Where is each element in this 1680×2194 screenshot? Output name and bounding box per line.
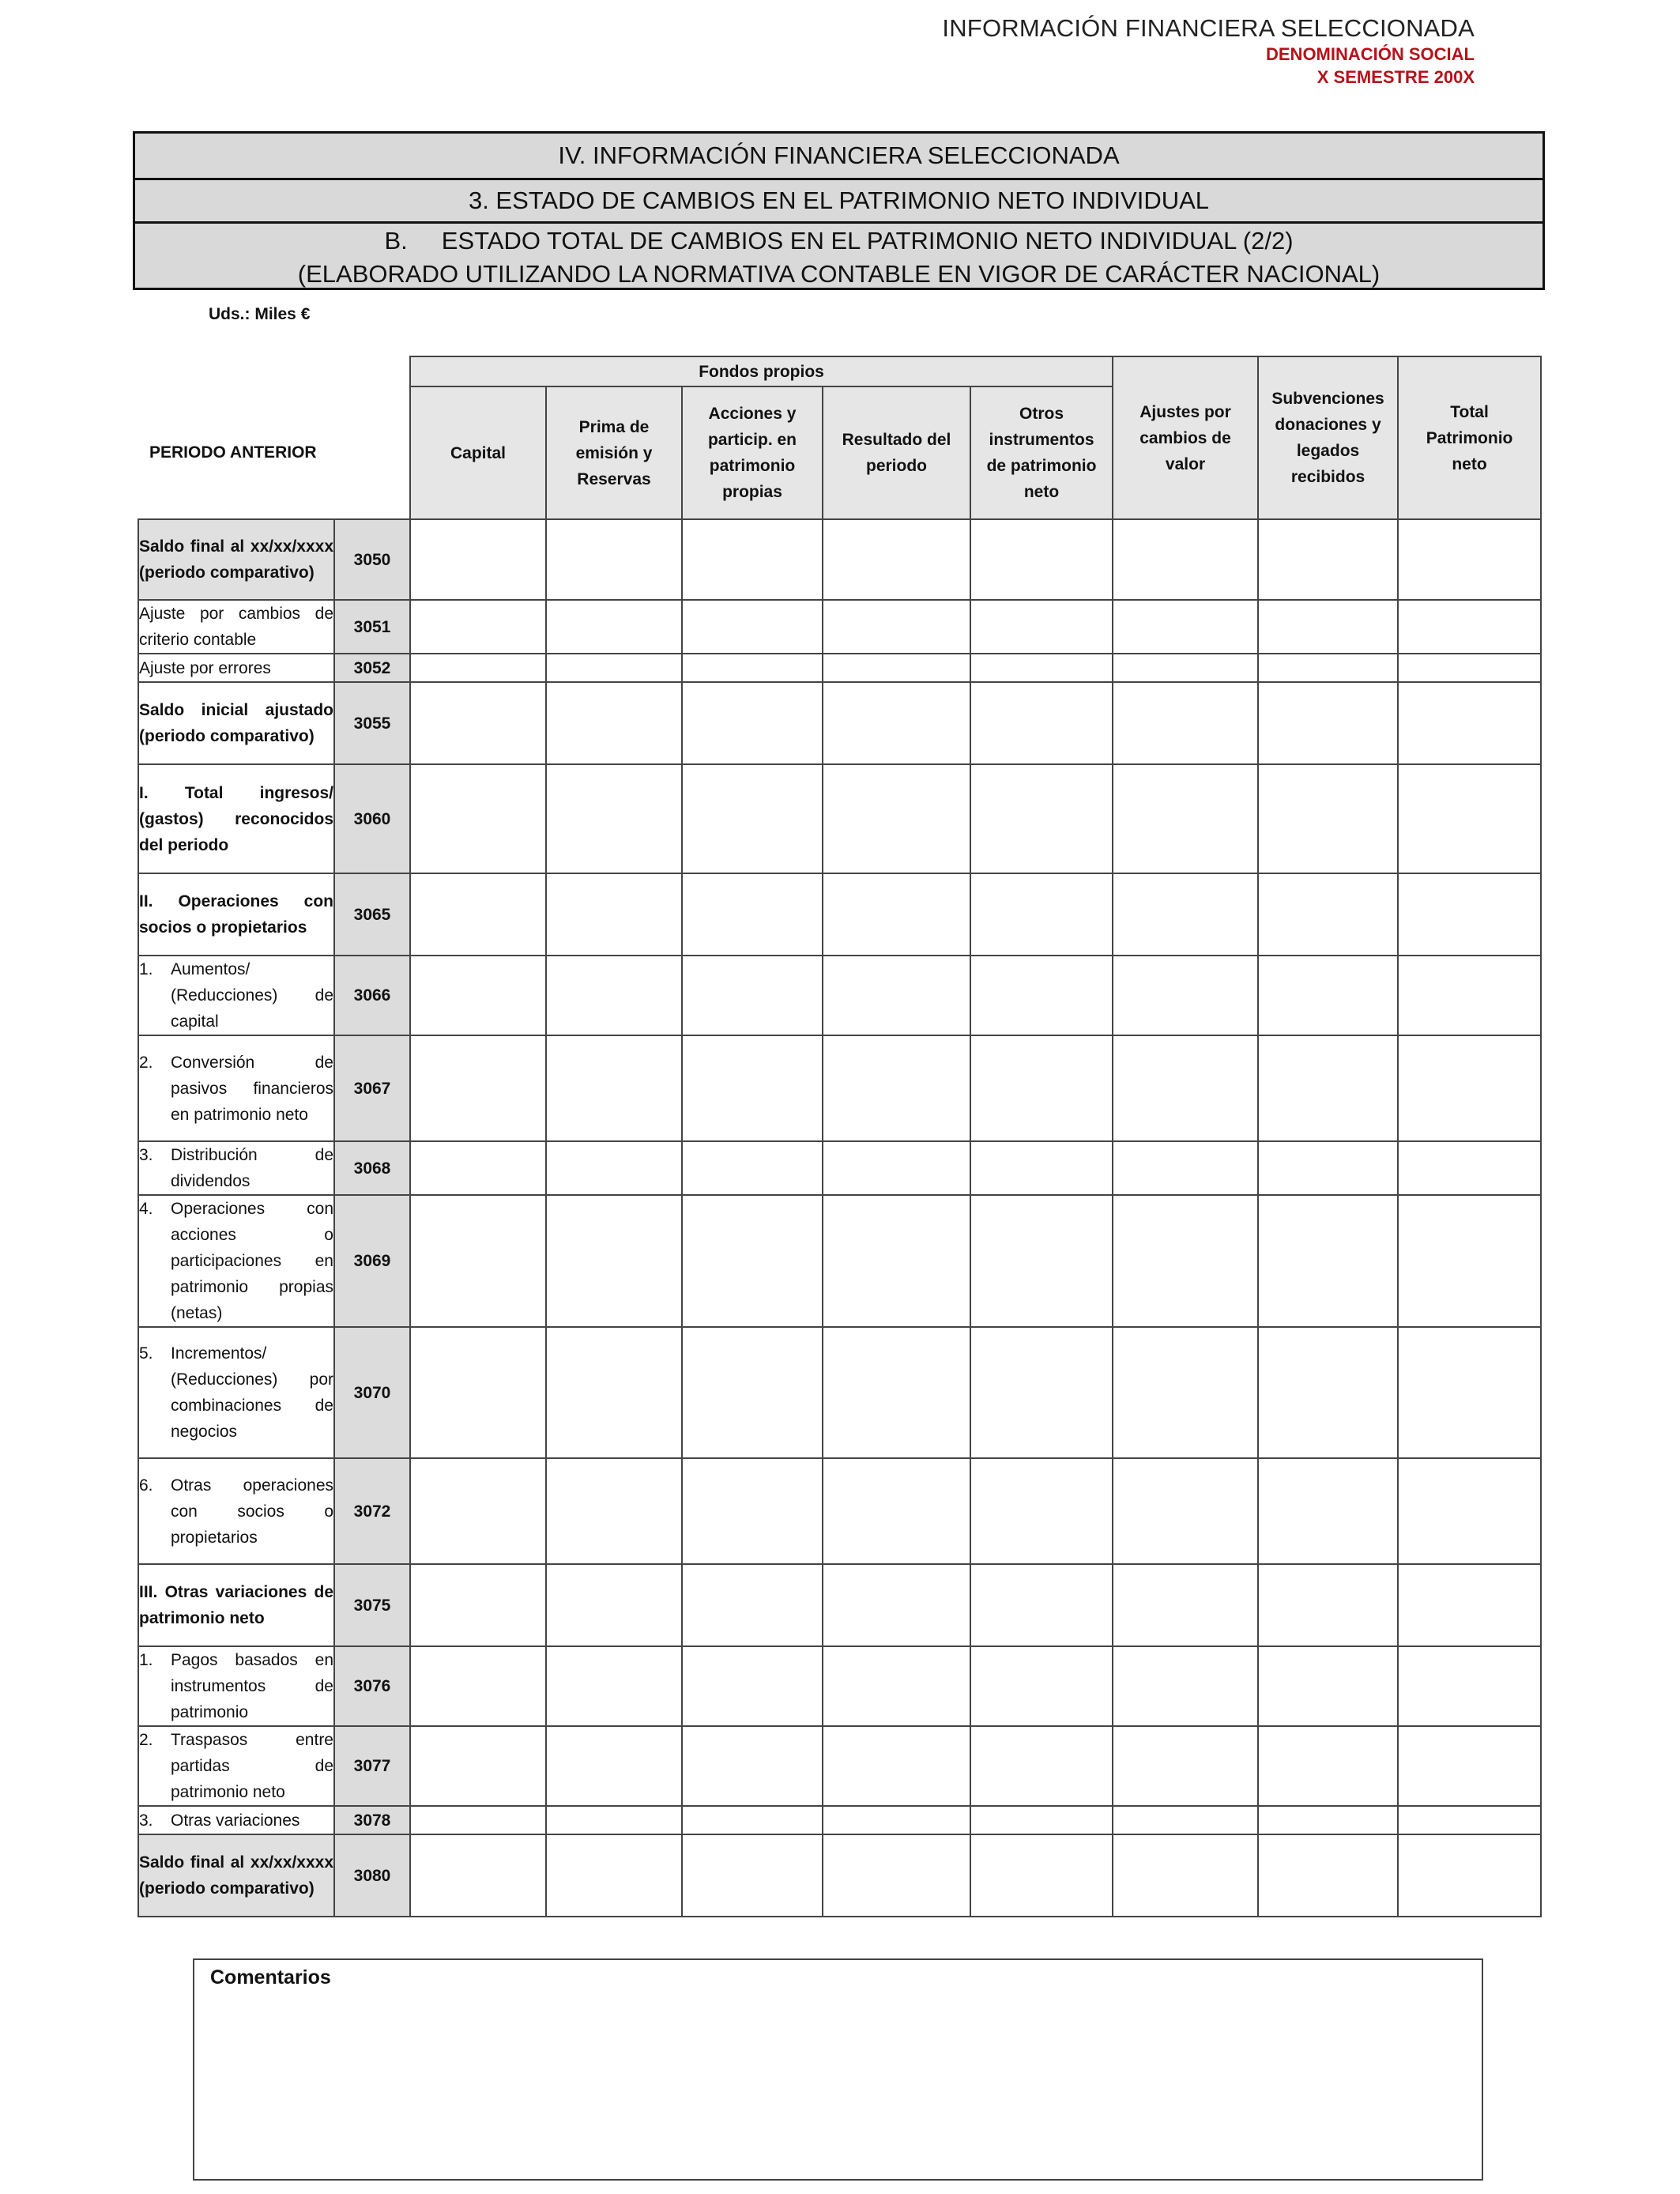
statement-subtitle-line2: (ELABORADO UTILIZANDO LA NORMATIVA CONTABLE EN VIGOR DE CARÁCTER NACIONAL) (297, 260, 1381, 288)
value-cell[interactable] (546, 519, 682, 600)
comments-label: Comentarios (210, 1966, 331, 1989)
value-cell[interactable] (1113, 1834, 1258, 1917)
row-label-text: Otras variaciones (171, 1811, 300, 1830)
value-cell[interactable] (682, 1327, 823, 1458)
value-cell[interactable] (1113, 519, 1258, 600)
value-cell[interactable] (970, 682, 1113, 764)
value-cell[interactable] (1113, 1646, 1258, 1726)
value-cell[interactable] (823, 873, 970, 956)
col-header-otros-instrumentos: Otros instrumentos de patrimonio neto (970, 386, 1113, 519)
value-cell[interactable] (1258, 1195, 1398, 1327)
row-code: 3077 (334, 1726, 410, 1806)
value-cell[interactable] (1113, 1458, 1258, 1564)
value-cell[interactable] (546, 1564, 682, 1646)
value-cell[interactable] (410, 519, 546, 600)
table-row (138, 654, 1541, 682)
row-label-text: Traspasos entre partidas de patrimonio neto (171, 1731, 333, 1801)
value-cell[interactable] (410, 654, 546, 682)
row-number: 4. (139, 1200, 153, 1218)
value-cell[interactable] (546, 1806, 682, 1834)
col-header-resultado: Resultado del periodo (823, 386, 970, 519)
value-cell[interactable] (1258, 1458, 1398, 1564)
value-cell[interactable] (970, 1646, 1113, 1726)
value-cell[interactable] (823, 1806, 970, 1834)
value-cell[interactable] (546, 764, 682, 873)
value-cell[interactable] (682, 600, 823, 654)
value-cell[interactable] (1113, 600, 1258, 654)
value-cell[interactable] (823, 1726, 970, 1806)
value-cell[interactable] (682, 873, 823, 956)
value-cell[interactable] (546, 1327, 682, 1458)
document-title: INFORMACIÓN FINANCIERA SELECCIONADA (942, 14, 1475, 42)
value-cell[interactable] (546, 1035, 682, 1141)
table-row (138, 1458, 1541, 1564)
value-cell[interactable] (1258, 600, 1398, 654)
value-cell[interactable] (970, 1141, 1113, 1195)
value-cell[interactable] (1398, 600, 1541, 654)
value-cell[interactable] (1258, 764, 1398, 873)
value-cell[interactable] (970, 1726, 1113, 1806)
row-code: 3072 (334, 1458, 410, 1564)
col-header-prima: Prima de emisión y Reservas (546, 386, 682, 519)
value-cell[interactable] (823, 600, 970, 654)
col-header-capital: Capital (410, 386, 546, 519)
value-cell[interactable] (970, 1035, 1113, 1141)
row-code: 3080 (334, 1834, 410, 1917)
statement-subtitle (135, 223, 1543, 291)
table-row (138, 1726, 1541, 1806)
value-cell[interactable] (1258, 956, 1398, 1035)
value-cell[interactable] (1398, 1035, 1541, 1141)
value-cell[interactable] (823, 1646, 970, 1726)
row-number: 2. (139, 1053, 153, 1072)
value-cell[interactable] (1398, 654, 1541, 682)
value-cell[interactable] (1113, 1327, 1258, 1458)
row-label-text: Pagos basados en instrumentos de patrimonio (171, 1651, 333, 1721)
company-name: DENOMINACIÓN SOCIAL (1266, 44, 1475, 64)
row-label: III. Otras variaciones de patrimonio neto (138, 1564, 334, 1646)
row-number: 1. (139, 1651, 153, 1669)
value-cell[interactable] (682, 764, 823, 873)
table-row (138, 1035, 1541, 1141)
value-cell[interactable] (823, 956, 970, 1035)
row-code: 3051 (334, 600, 410, 654)
value-cell[interactable] (546, 1834, 682, 1917)
value-cell[interactable] (1398, 1726, 1541, 1806)
value-cell[interactable] (1258, 654, 1398, 682)
table-row (138, 1806, 1541, 1834)
value-cell[interactable] (823, 1327, 970, 1458)
value-cell[interactable] (1398, 1458, 1541, 1564)
value-cell[interactable] (682, 1141, 823, 1195)
value-cell[interactable] (682, 1458, 823, 1564)
value-cell[interactable] (970, 654, 1113, 682)
value-cell[interactable] (1398, 519, 1541, 600)
statement-title: 3. ESTADO DE CAMBIOS EN EL PATRIMONIO NETO INDIVIDUAL (135, 180, 1543, 224)
table-row (138, 1834, 1541, 1917)
value-cell[interactable] (1258, 1141, 1398, 1195)
value-cell[interactable] (546, 682, 682, 764)
value-cell[interactable] (546, 1726, 682, 1806)
value-cell[interactable] (682, 956, 823, 1035)
value-cell[interactable] (410, 1327, 546, 1458)
value-cell[interactable] (823, 682, 970, 764)
value-cell[interactable] (546, 1646, 682, 1726)
value-cell[interactable] (410, 1806, 546, 1834)
value-cell[interactable] (1258, 873, 1398, 956)
value-cell[interactable] (1258, 1035, 1398, 1141)
period-label: PERIODO ANTERIOR (138, 386, 410, 519)
value-cell[interactable] (1398, 764, 1541, 873)
row-label: I. Total ingresos/ (gastos) reconocidos del periodo (138, 764, 334, 873)
col-header-total: Total Patrimonio neto (1398, 356, 1541, 519)
row-code: 3067 (334, 1035, 410, 1141)
value-cell[interactable] (1258, 1646, 1398, 1726)
value-cell[interactable] (1258, 519, 1398, 600)
row-label (138, 1195, 334, 1327)
row-code: 3066 (334, 956, 410, 1035)
value-cell[interactable] (1258, 1806, 1398, 1834)
row-label (138, 1726, 334, 1806)
table-row (138, 1195, 1541, 1327)
value-cell[interactable] (1258, 1327, 1398, 1458)
value-cell[interactable] (1113, 956, 1258, 1035)
value-cell[interactable] (1113, 1564, 1258, 1646)
row-label: Ajuste por cambios de criterio contable (138, 600, 334, 654)
row-label (138, 1141, 334, 1195)
row-label-text: Otras operaciones con socios o propietarios (171, 1476, 333, 1547)
value-cell[interactable] (1398, 682, 1541, 764)
value-cell[interactable] (410, 1458, 546, 1564)
row-label: Ajuste por errores (138, 654, 334, 682)
row-number: 5. (139, 1344, 153, 1363)
value-cell[interactable] (1113, 873, 1258, 956)
row-label (138, 1327, 334, 1458)
section-title-box (133, 131, 1545, 290)
report-period: X SEMESTRE 200X (1317, 67, 1475, 87)
row-code: 3078 (334, 1806, 410, 1834)
table-row (138, 764, 1541, 873)
value-cell[interactable] (410, 1141, 546, 1195)
value-cell[interactable] (823, 654, 970, 682)
value-cell[interactable] (546, 1141, 682, 1195)
value-cell[interactable] (546, 956, 682, 1035)
value-cell[interactable] (546, 873, 682, 956)
row-code: 3070 (334, 1327, 410, 1458)
table-row (138, 1141, 1541, 1195)
value-cell[interactable] (1398, 1646, 1541, 1726)
units-label: Uds.: Miles € (209, 305, 311, 323)
row-code: 3069 (334, 1195, 410, 1327)
value-cell[interactable] (1113, 1195, 1258, 1327)
row-number: 3. (139, 1811, 153, 1830)
value-cell[interactable] (823, 1141, 970, 1195)
value-cell[interactable] (1398, 1195, 1541, 1327)
row-code: 3076 (334, 1646, 410, 1726)
value-cell[interactable] (1398, 1834, 1541, 1917)
value-cell[interactable] (1398, 956, 1541, 1035)
value-cell[interactable] (970, 1806, 1113, 1834)
value-cell[interactable] (970, 519, 1113, 600)
value-cell[interactable] (1113, 1726, 1258, 1806)
value-cell[interactable] (823, 764, 970, 873)
value-cell[interactable] (682, 1035, 823, 1141)
value-cell[interactable] (1258, 682, 1398, 764)
value-cell[interactable] (682, 1564, 823, 1646)
value-cell[interactable] (410, 1726, 546, 1806)
value-cell[interactable] (1398, 1564, 1541, 1646)
row-label: Saldo final al xx/xx/xxxx (periodo comparativo) (138, 519, 334, 600)
value-cell[interactable] (970, 956, 1113, 1035)
value-cell[interactable] (1398, 1327, 1541, 1458)
value-cell[interactable] (1113, 654, 1258, 682)
value-cell[interactable] (682, 654, 823, 682)
value-cell[interactable] (410, 682, 546, 764)
value-cell[interactable] (546, 600, 682, 654)
value-cell[interactable] (970, 1834, 1113, 1917)
row-label (138, 1458, 334, 1564)
value-cell[interactable] (1398, 1141, 1541, 1195)
value-cell[interactable] (410, 1035, 546, 1141)
row-code: 3050 (334, 519, 410, 600)
row-label-text: Operaciones con acciones o participaciones en patrimonio propias (netas) (171, 1200, 333, 1322)
row-label: Saldo final al xx/xx/xxxx (periodo comparativo) (138, 1834, 334, 1917)
value-cell[interactable] (970, 1327, 1113, 1458)
value-cell[interactable] (823, 1035, 970, 1141)
row-label (138, 1035, 334, 1141)
value-cell[interactable] (682, 1646, 823, 1726)
row-code: 3068 (334, 1141, 410, 1195)
value-cell[interactable] (410, 600, 546, 654)
row-label (138, 956, 334, 1035)
value-cell[interactable] (970, 1564, 1113, 1646)
value-cell[interactable] (970, 600, 1113, 654)
value-cell[interactable] (823, 1458, 970, 1564)
row-code: 3060 (334, 764, 410, 873)
value-cell[interactable] (1113, 1141, 1258, 1195)
row-label-text: Distribución de dividendos (171, 1146, 333, 1190)
value-cell[interactable] (682, 1726, 823, 1806)
row-number: 3. (139, 1146, 153, 1164)
value-cell[interactable] (546, 1458, 682, 1564)
value-cell[interactable] (410, 1564, 546, 1646)
row-number: 1. (139, 960, 153, 978)
statement-subtitle-line1: B. ESTADO TOTAL DE CAMBIOS EN EL PATRIMONIO NETO INDIVIDUAL (2/2) (384, 227, 1294, 254)
value-cell[interactable] (823, 519, 970, 600)
table-row (138, 600, 1541, 654)
value-cell[interactable] (1258, 1726, 1398, 1806)
value-cell[interactable] (1113, 682, 1258, 764)
value-cell[interactable] (546, 1195, 682, 1327)
row-code: 3075 (334, 1564, 410, 1646)
value-cell[interactable] (1398, 873, 1541, 956)
value-cell[interactable] (410, 956, 546, 1035)
value-cell[interactable] (1113, 1806, 1258, 1834)
row-label-text: Incrementos/ (Reducciones) por combinaciones de negocios (171, 1344, 333, 1441)
row-label: II. Operaciones con socios o propietarios (138, 873, 334, 956)
value-cell[interactable] (1113, 1035, 1258, 1141)
table-row (138, 1564, 1541, 1646)
value-cell[interactable] (546, 654, 682, 682)
table-row (138, 956, 1541, 1035)
value-cell[interactable] (410, 1195, 546, 1327)
value-cell[interactable] (682, 682, 823, 764)
value-cell[interactable] (410, 1646, 546, 1726)
table-row (138, 1327, 1541, 1458)
equity-changes-table (137, 356, 1542, 1917)
value-cell[interactable] (682, 519, 823, 600)
value-cell[interactable] (682, 1806, 823, 1834)
row-code: 3065 (334, 873, 410, 956)
value-cell[interactable] (410, 1834, 546, 1917)
value-cell[interactable] (970, 1458, 1113, 1564)
value-cell[interactable] (682, 1834, 823, 1917)
header-spacer (138, 356, 410, 386)
value-cell[interactable] (823, 1834, 970, 1917)
table-row (138, 873, 1541, 956)
value-cell[interactable] (823, 1195, 970, 1327)
value-cell[interactable] (823, 1564, 970, 1646)
row-label (138, 1806, 334, 1834)
row-code: 3055 (334, 682, 410, 764)
row-label-text: Aumentos/ (Reducciones) de capital (171, 960, 333, 1031)
value-cell[interactable] (970, 1195, 1113, 1327)
row-number: 6. (139, 1476, 153, 1495)
col-header-ajustes: Ajustes por cambios de valor (1113, 356, 1258, 519)
table-row (138, 1646, 1541, 1726)
row-code: 3052 (334, 654, 410, 682)
group-header-fondos-propios: Fondos propios (410, 356, 1113, 386)
value-cell[interactable] (410, 873, 546, 956)
value-cell[interactable] (970, 764, 1113, 873)
section-title: IV. INFORMACIÓN FINANCIERA SELECCIONADA (135, 134, 1543, 180)
value-cell[interactable] (1398, 1806, 1541, 1834)
table-row (138, 682, 1541, 764)
comments-box[interactable] (193, 1958, 1483, 2181)
row-label-text: Conversión de pasivos financieros en patrimonio neto (171, 1053, 333, 1124)
row-number: 2. (139, 1731, 153, 1749)
value-cell[interactable] (1113, 764, 1258, 873)
value-cell[interactable] (1258, 1834, 1398, 1917)
col-header-subvenciones: Subvenciones donaciones y legados recibidos (1258, 356, 1398, 519)
value-cell[interactable] (682, 1195, 823, 1327)
col-header-acciones: Acciones y particip. en patrimonio propias (682, 386, 823, 519)
value-cell[interactable] (970, 873, 1113, 956)
value-cell[interactable] (410, 764, 546, 873)
row-label (138, 1646, 334, 1726)
page-header (942, 14, 1475, 89)
row-label: Saldo inicial ajustado (periodo comparativo) (138, 682, 334, 764)
value-cell[interactable] (1258, 1564, 1398, 1646)
table-row (138, 519, 1541, 600)
